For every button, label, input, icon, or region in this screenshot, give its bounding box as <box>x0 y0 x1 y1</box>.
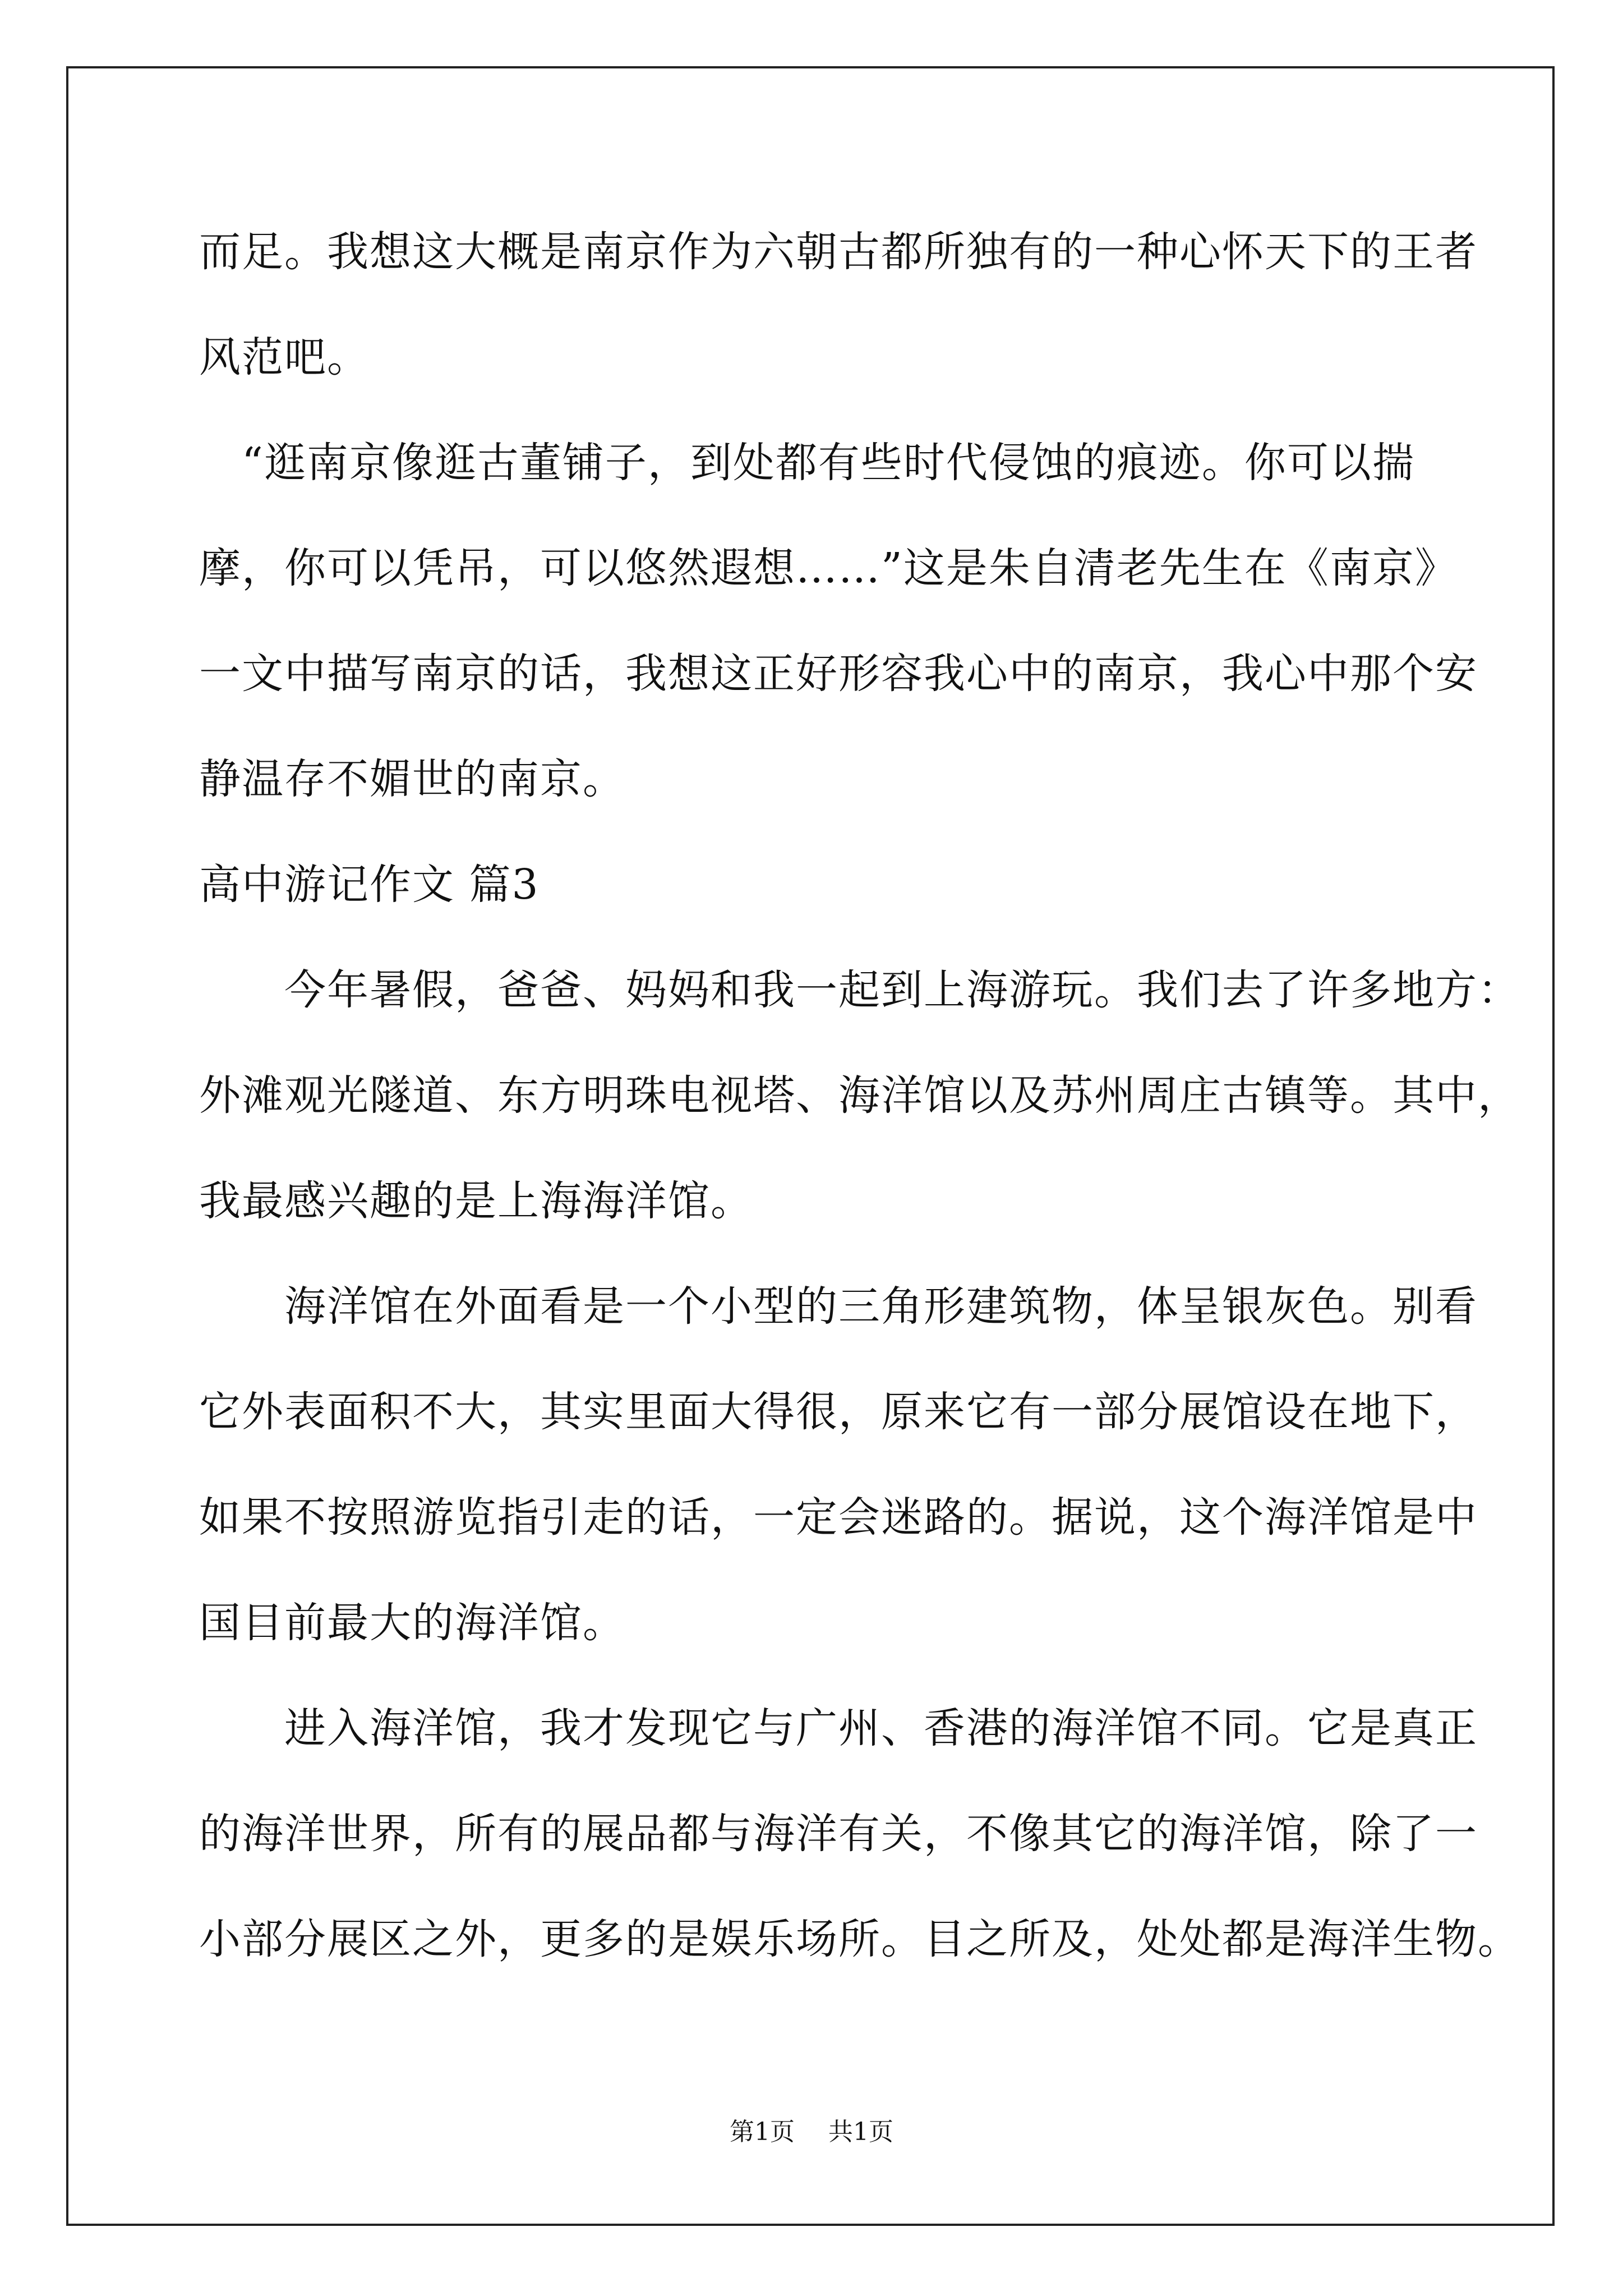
page-total: 共1页 <box>828 2118 893 2146</box>
text-line: 小部分展区之外，更多的是娱乐场所。目之所及，处处都是海洋生物。 <box>199 1915 1520 1963</box>
text-line: 的海洋世界，所有的展品都与海洋有关，不像其它的海洋馆，除了一 <box>199 1810 1478 1858</box>
text-line: 一文中描写南京的话，我想这正好形容我心中的南京，我心中那个安 <box>199 650 1478 698</box>
text-line: 外滩观光隧道、东方明珠电视塔、海洋馆以及苏州周庄古镇等。其中， <box>199 1071 1520 1120</box>
text-line: 国目前最大的海洋馆。 <box>199 1599 625 1647</box>
page-frame <box>66 66 1555 2226</box>
page-footer <box>0 2120 1623 2145</box>
text-line: “逛南京像逛古董铺子，到处都有些时代侵蚀的痕迹。你可以揣 <box>199 439 1415 487</box>
text-line: 静温存不媚世的南京。 <box>199 755 625 803</box>
text-line: 我最感兴趣的是上海海洋馆。 <box>199 1177 753 1225</box>
text-line: 而足。我想这大概是南京作为六朝古都所独有的一种心怀天下的王者 <box>199 228 1478 276</box>
text-line: 摩，你可以凭吊，可以悠然遐想……”这是朱自清老先生在《南京》 <box>199 544 1458 592</box>
section-heading: 高中游记作文 篇3 <box>199 861 540 909</box>
text-line: 风范吧。 <box>199 333 370 381</box>
page-number: 第1页 <box>730 2118 795 2146</box>
text-line: 今年暑假，爸爸、妈妈和我一起到上海游玩。我们去了许多地方： <box>199 966 1520 1014</box>
text-line: 海洋馆在外面看是一个小型的三角形建筑物，体呈银灰色。别看 <box>199 1282 1478 1331</box>
text-line: 进入海洋馆，我才发现它与广州、香港的海洋馆不同。它是真正 <box>199 1704 1478 1752</box>
text-line: 如果不按照游览指引走的话，一定会迷路的。据说，这个海洋馆是中 <box>199 1493 1478 1542</box>
text-line: 它外表面积不大，其实里面大得很，原来它有一部分展馆设在地下， <box>199 1388 1478 1436</box>
